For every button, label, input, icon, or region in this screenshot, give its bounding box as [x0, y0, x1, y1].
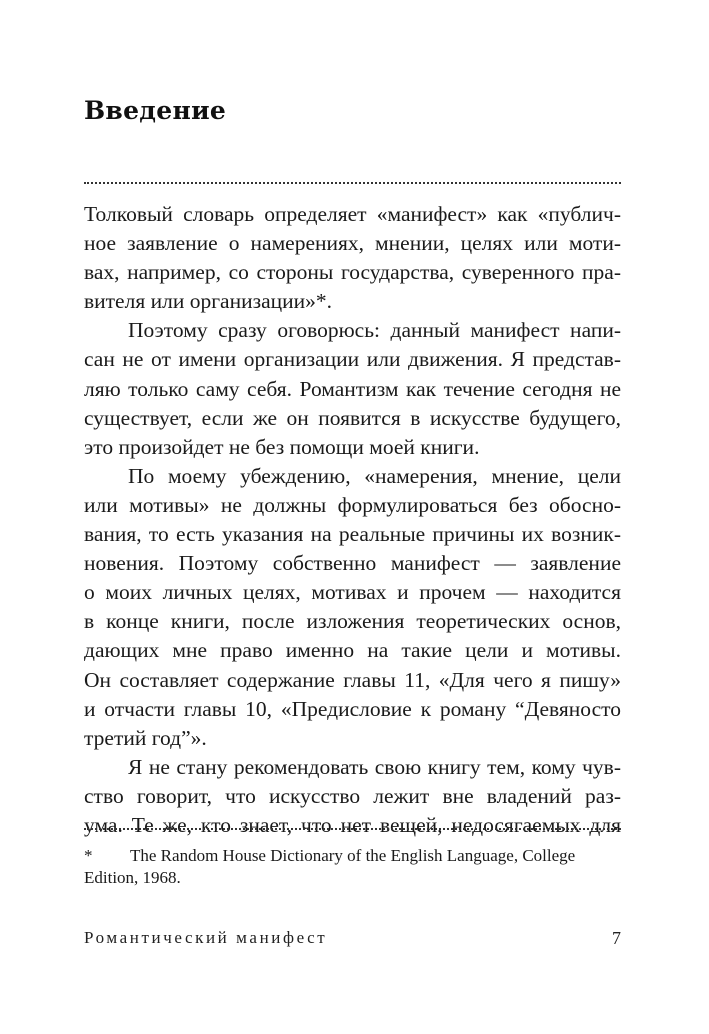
- running-title: Романтический манифест: [84, 928, 328, 947]
- footnote-continuation: Edition, 1968.: [84, 868, 181, 887]
- text-line: ное заявление о намерениях, мнении, целях или моти-: [84, 231, 621, 256]
- text-line: или мотивы» не должны формулироваться без обосно-: [84, 492, 621, 517]
- chapter-heading: Введение: [84, 96, 227, 125]
- footnote-marker: *: [84, 846, 93, 865]
- text-line: третий год”».: [84, 725, 207, 750]
- footnote-first-line: [84, 845, 621, 867]
- text-line: новения. Поэтому собственно манифест — заявление: [84, 551, 621, 576]
- text-line: вителя или организации»*.: [84, 289, 333, 314]
- text-line: ство говорит, что искусство лежит вне владений раз-: [84, 783, 621, 808]
- dotted-rule-top: [84, 182, 621, 184]
- footnote-text: The Random House Dictionary of the English Language, College: [130, 846, 576, 865]
- text-line: вах, например, со стороны государства, суверенного пра-: [84, 260, 621, 285]
- text-line: ляю только саму себя. Романтизм как течение сегодня не: [84, 376, 621, 401]
- footnote: [84, 845, 621, 889]
- text-line: Поэтому сразу оговорюсь: данный манифест напи-: [128, 318, 621, 343]
- text-line: ума. Те же, кто знает, что нет вещей, недосягаемых для: [84, 812, 621, 837]
- text-line: дающих мне право именно на такие цели и мотивы.: [84, 638, 621, 663]
- text-line: сан не от имени организации или движения. Я представ-: [84, 347, 621, 372]
- text-line: это произойдет не без помощи моей книги.: [84, 434, 480, 459]
- dotted-rule-bottom: [84, 828, 621, 830]
- text-line: в конце книги, после изложения теоретических основ,: [84, 609, 621, 634]
- text-line: существует, если же он появится в искусстве будущего,: [84, 405, 621, 430]
- body-text: [84, 200, 621, 840]
- page-number: 7: [612, 928, 621, 948]
- text-line: и отчасти главы 10, «Предисловие к роману “Девяносто: [84, 696, 621, 721]
- text-line: вания, то есть указания на реальные причины их возник-: [84, 522, 621, 547]
- text-line: Он составляет содержание главы 11, «Для чего я пишу»: [84, 667, 621, 692]
- text-line: Толковый словарь определяет «манифест» как «публич-: [84, 202, 621, 226]
- text-line: Я не стану рекомендовать свою книгу тем, кому чув-: [128, 754, 621, 779]
- text-line: о моих личных целях, мотивах и прочем — находится: [84, 580, 621, 605]
- text-line: По моему убеждению, «намерения, мнение, цели: [128, 463, 621, 488]
